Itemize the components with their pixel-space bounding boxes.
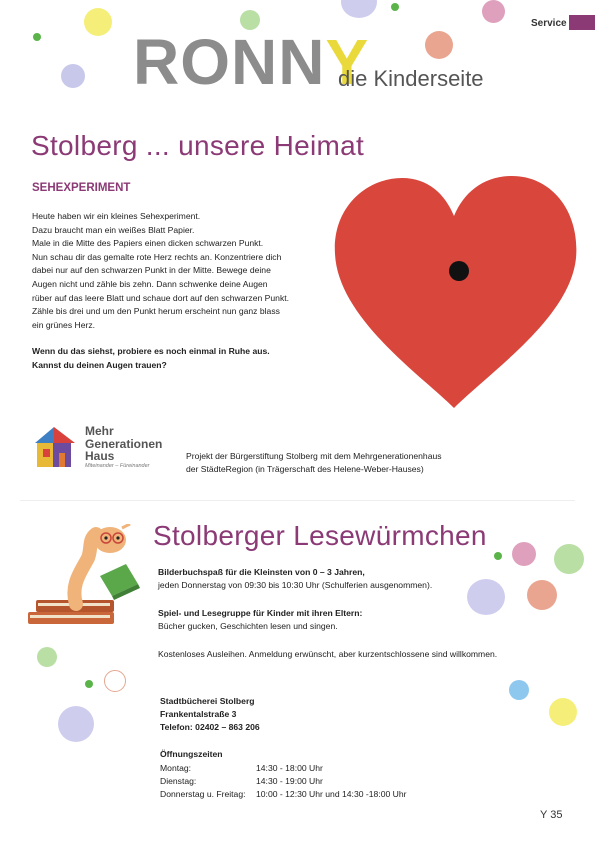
decor-dot-green	[494, 552, 502, 560]
hours-time: 14:30 - 18:00 Uhr	[256, 763, 323, 773]
decor-dot-lightgreen	[554, 544, 584, 574]
info-block-1	[158, 566, 432, 592]
page-number	[540, 809, 562, 821]
text-line: Heute haben wir ein kleines Sehexperiment.	[32, 211, 201, 221]
hours-time: 14:30 - 19:00 Uhr	[256, 776, 323, 787]
page-mark: Y	[540, 809, 548, 821]
bold-text-line: Wenn du das siehst, probiere es noch einmal in Ruhe aus.	[32, 346, 270, 357]
decor-dot-salmon	[425, 31, 453, 59]
info-text: jeden Donnerstag von 09:30 bis 10:30 Uhr (Schulferien ausgenommen).	[158, 579, 433, 590]
decor-dot-lavender	[61, 64, 85, 88]
mehrgenerationenhaus-logo-icon	[32, 425, 78, 470]
info-text: Bücher gucken, Geschichten lesen und singen.	[158, 620, 338, 631]
sub-heading-sehexperiment: SEHEXPERIMENT	[32, 182, 131, 194]
decor-dot-lavender	[341, 0, 377, 18]
library-phone: Telefon: 02402 – 863 206	[160, 721, 260, 732]
info-block-2	[158, 607, 362, 633]
info-bold: Spiel- und Lesegruppe für Kinder mit ihren Eltern:	[158, 608, 363, 618]
decor-dot-salmon	[527, 580, 557, 610]
hours-row	[160, 762, 407, 775]
decor-dot-lavender	[467, 579, 505, 615]
text-line: Zähle bis drei und um den Punkt herum erscheint nun ganz blass	[32, 306, 280, 317]
hours-row	[160, 788, 407, 801]
mgh-name	[85, 425, 162, 463]
decor-dot-pink	[512, 542, 536, 566]
mgh-name-line: Haus	[85, 449, 115, 463]
text-line: rüber auf das leere Blatt und schaue dort auf den schwarzen Punkt.	[32, 292, 290, 303]
logo-text-gray: RONN	[133, 26, 326, 98]
info-bold: Bilderbuchspaß für die Kleinsten von 0 – 3 Jahren,	[158, 567, 365, 577]
logo-subtitle: die Kinderseite	[338, 66, 484, 91]
text-line: Augen nicht und zähle bis zehn. Dann schwenke deine Augen	[32, 278, 268, 289]
bookworm-illustration	[26, 524, 146, 634]
library-address	[160, 695, 260, 733]
text-line: dabei nur auf den schwarzen Punkt in der Mitte. Bewege deine	[32, 265, 271, 276]
black-center-dot	[449, 261, 469, 281]
decor-dot-lightblue	[509, 680, 529, 700]
experiment-text	[32, 210, 310, 373]
section-title-heimat: Stolberg ... unsere Heimat	[31, 130, 365, 161]
decor-dot-yellow	[84, 8, 112, 36]
project-description	[186, 450, 442, 476]
ronny-logo	[133, 26, 370, 98]
mgh-name-line: Mehr	[85, 424, 114, 438]
spacer	[32, 332, 310, 345]
library-name: Stadtbücherei Stolberg	[160, 696, 255, 706]
decor-dot-lightgreen	[37, 647, 57, 667]
text-line: Male in die Mitte des Papiers einen dicken schwarzen Punkt.	[32, 238, 264, 249]
library-street: Frankentalstraße 3	[160, 708, 237, 719]
hours-day: Dienstag:	[160, 776, 197, 787]
section-divider	[20, 500, 575, 501]
text-line: Nun schau dir das gemalte rote Herz rechts an. Konzentriere dich	[32, 251, 282, 262]
decor-dot-pink	[482, 0, 505, 23]
service-tab-marker	[569, 15, 595, 30]
text-line: ein grünes Herz.	[32, 319, 96, 330]
hours-day: Donnerstag u. Freitag:	[160, 789, 246, 800]
opening-hours-table	[160, 762, 407, 802]
decor-dot-ring	[104, 670, 126, 692]
info-text: Kostenloses Ausleihen. Anmeldung erwünscht, aber kurzentschlossene sind willkommen.	[158, 649, 498, 659]
hours-row	[160, 775, 407, 788]
decor-dot-yellow	[549, 698, 577, 726]
hours-title: Öffnungszeiten	[160, 749, 223, 759]
hours-time: 10:00 - 12:30 Uhr und 14:30 -18:00 Uhr	[256, 789, 407, 800]
bold-text-line: Kannst du deinen Augen trauen?	[32, 359, 167, 370]
decor-dot-lavender	[58, 706, 94, 742]
hours-day: Montag:	[160, 763, 192, 773]
service-label: Service	[531, 18, 567, 29]
mgh-tagline: Miteinander – Füreinander	[85, 463, 150, 469]
project-line: der StädteRegion (in Trägerschaft des Helene-Weber-Hauses)	[186, 464, 424, 474]
info-block-3	[158, 648, 497, 661]
decor-dot-green	[391, 3, 399, 11]
decor-dot-green	[85, 680, 93, 688]
page-number-value: 35	[550, 809, 563, 821]
section-title-lesewuermchen: Stolberger Lesewürmchen	[153, 520, 487, 551]
decor-dot-green	[33, 33, 41, 41]
logo-text-yellow: Y	[325, 26, 370, 98]
heart-shape	[335, 176, 577, 408]
red-heart-illustration	[330, 172, 582, 414]
mgh-name-line: Generationen	[85, 436, 163, 451]
project-line: Projekt der Bürgerstiftung Stolberg mit dem Mehrgenerationenhaus	[186, 451, 442, 461]
text-line: Dazu braucht man ein weißes Blatt Papier.	[32, 224, 195, 235]
